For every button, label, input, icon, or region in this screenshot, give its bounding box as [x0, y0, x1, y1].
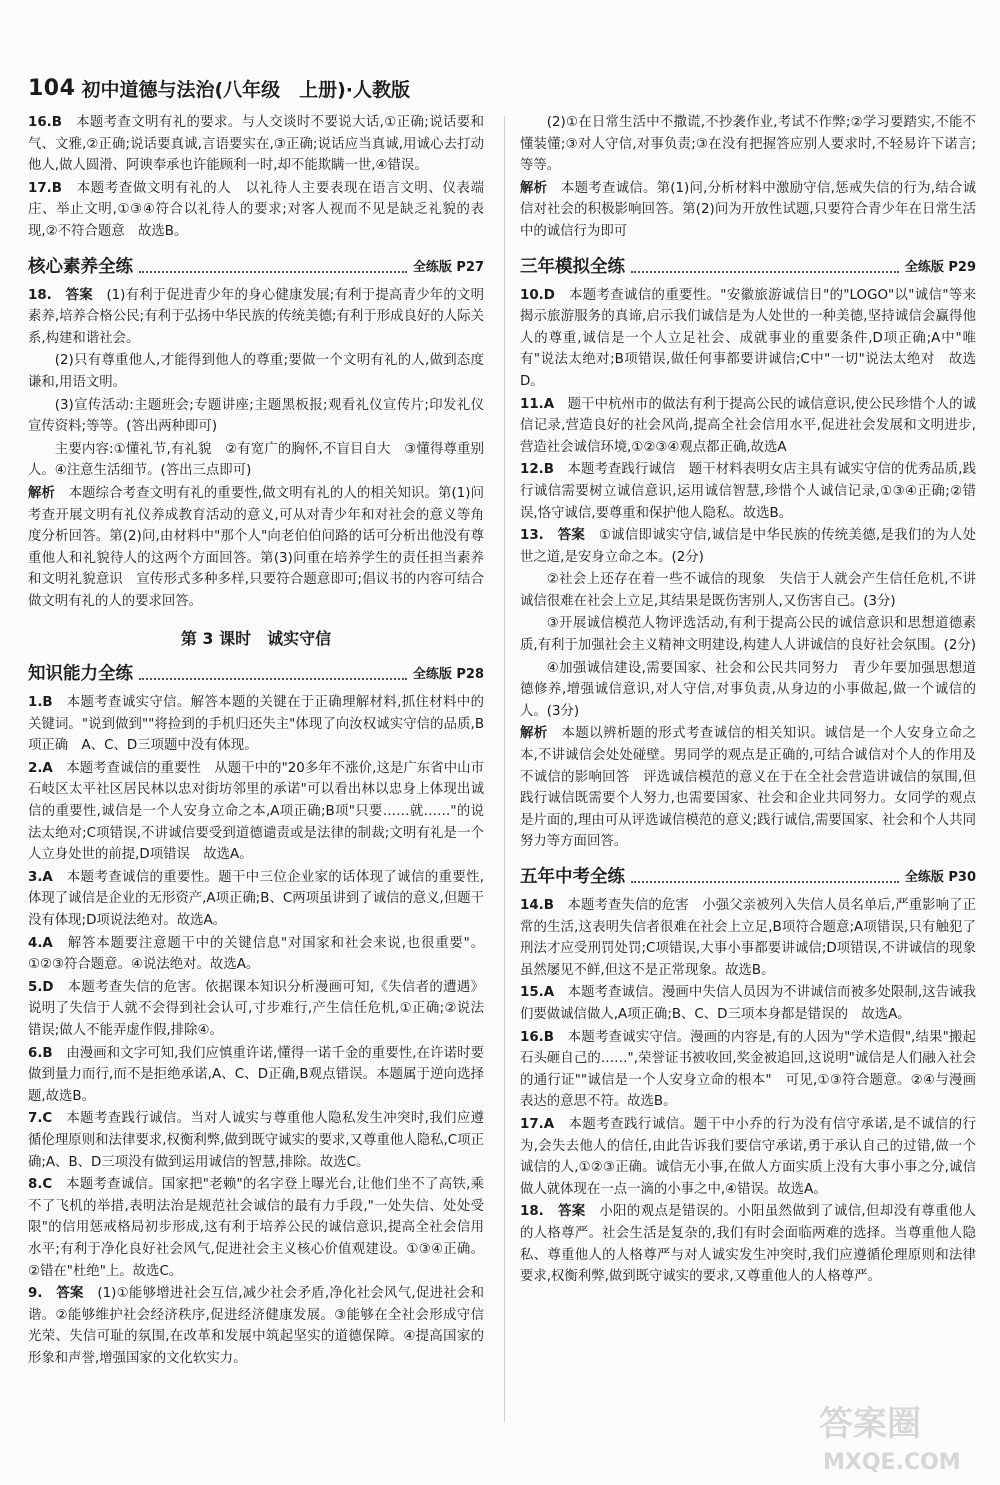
answer-text: 由漫画和文字可知,我们应慎重许诺,懂得一诺千金的重要性,在许诺时要做到量力而行,而不是拒绝承诺,A、C、D正确,B观点错误。本题属于逆向选择题,故选B。	[28, 1045, 484, 1104]
answer-tag: 答案	[65, 287, 93, 303]
page-header	[28, 70, 976, 106]
answer-text: 解答本题要注意题干中的关键信息"对国家和社会来说,也很重要"。①②③符合题意。④说法绝对。故选A。	[28, 935, 485, 973]
book-title: 初中道德与法治(八年级 上册)·人教版	[81, 78, 411, 101]
section-header	[28, 660, 484, 686]
question-number: 18.	[28, 287, 52, 303]
watermark-logo	[815, 1395, 985, 1475]
answer-item	[28, 977, 484, 1042]
answer-tag: 解析	[520, 726, 548, 742]
watermark-url-text: MXQE.COM	[823, 1450, 961, 1475]
answer-tag: 答案	[557, 1204, 586, 1220]
answer-item	[520, 394, 976, 459]
section-title: 三年模拟全练	[520, 256, 625, 277]
answer-tag: 解析	[28, 485, 56, 501]
answer-text: (1)有利于促进青少年的身心健康发展;有利于提高青少年的文明素养,培养合格公民;有利于弘扬中华民族的传统美德;有利于形成良好的人际关系,构建和谐社会。	[28, 287, 485, 346]
answer-item	[28, 1283, 484, 1369]
answer-text: 本题考查践行诚信。题干中小乔的行为没有信守承诺,是不诚信的行为,会失去他人的信任,由此告诉我们要信守承诺,勇于承认自己的过错,做一个诚信的人,①②③正确。诚信无小事,在做人方面实质上没有大事小事之分,诚信做人就体现在一点一滴的小事之中,④错误。故选A。	[520, 1116, 976, 1197]
answer-tag: 解析	[520, 180, 548, 196]
question-number: 4.A	[28, 935, 53, 951]
answer-text: 本题考查文明有礼的要求。与人交谈时不要说大话,①正确;说话要和气、文雅,②正确;说话要真诚,言语要实在,③正确;说话应当真诚,用诚心去打动他人,做人圆滑、阿谀奉承也许能顾利一时,却不能欺瞒一世,④错误。	[28, 115, 484, 174]
answer-text: 本题考查诚实守信。解答本题的关键在于正确理解材料,抓住材料中的关键词。"说到做到""将捡到的手机归还失主"体现了向汝权诚实守信的品质,B项正确 A、C、D三项题中没有体现。	[28, 695, 484, 754]
question-number: 16.B	[28, 115, 62, 130]
answer-text: 本题以辨析题的形式考查诚信的相关知识。诚信是一个人安身立命之本,不讲诚信会处处碰壁。男同学的观点是正确的,可结合诚信对个人的作用及不诚信的影响回答 评选诚信模范的意义在于在全社会营造讲诚信的氛围,但践行诚信既需要个人努力,也需要国家、社会和企业共同努力。女同学的观点是片面的,理由可从评选诚信模范的意义;践行诚信,需要国家、社会和个人共同努力等方面回答。	[520, 726, 977, 850]
answer-item	[28, 285, 484, 350]
question-number: 16.B	[520, 1029, 554, 1045]
answer-item	[28, 933, 484, 976]
answer-text: ④加强诚信建设,需要国家、社会和公民共同努力 青少年要加强思想道德修养,增强诚信意识,对人守信,对事负责,从身边的小事做起,做一个诚信的人。(3分)	[520, 660, 976, 719]
answer-item	[28, 1174, 484, 1282]
answer-continuation	[520, 613, 976, 656]
answer-item	[28, 112, 484, 177]
section-page-ref: 全练版 P27	[412, 259, 484, 275]
answer-text: 本题考查诚信。第(1)问,分析材料中激励守信,惩戒失信的行为,结合诚信对社会的积极影响回答。第(2)问为开放性试题,只要符合青少年在日常生活中的诚信行为即可	[520, 180, 977, 239]
answer-continuation	[520, 569, 976, 612]
answer-text: 本题考查诚信的重要性。题干中三位企业家的话体现了诚信的重要性,体现了诚信是企业的无形资产,A项正确;B、C两项虽讲到了诚信的意义,但题干没有体现;D项说法绝对。故选A。	[28, 869, 485, 928]
answer-item	[28, 692, 484, 757]
watermark-main-text: 答案圈	[819, 1404, 921, 1444]
answer-item	[520, 982, 976, 1025]
right-column	[520, 112, 976, 1289]
answer-item	[28, 758, 484, 866]
answer-item	[520, 723, 976, 853]
answer-item	[520, 1027, 976, 1113]
answer-text: ③开展诚信模范人物评选活动,有利于提高公民的诚信意识和思想道德素质,有利于加强社会主义精神文明建设,构建人人讲诚信的良好社会氛围。(2分)	[520, 616, 976, 654]
section-leader-dots	[631, 881, 899, 883]
answer-continuation	[520, 112, 976, 177]
answer-tag: 答案	[557, 528, 586, 544]
question-number: 2.A	[28, 760, 53, 776]
section-leader-dots	[139, 678, 407, 680]
answer-text: 本题考查诚信。漫画中失信人员因为不讲诚信而被多处限制,这告诫我们要做诚信做人,A项正确;B、C、D三项本身都是错误的 故选A。	[520, 985, 977, 1022]
lesson-title: 第 3 课时 诚实守信	[180, 629, 332, 649]
question-number: 5.D	[28, 979, 54, 995]
answer-text: (3)宣传活动:主题班会;专题讲座;主题黑板报;观看礼仪宣传片;印发礼仪宣传资料;等等。(答出两种即可)	[28, 397, 484, 435]
answer-continuation	[520, 658, 976, 723]
answer-text: ①诚信即诚实守信,诚信是中华民族的传统美德,是我们的为人处世之道,是安身立命之本。(2分)	[520, 528, 977, 565]
answer-continuation	[28, 350, 484, 393]
section-page-ref: 全练版 P29	[904, 259, 976, 275]
question-number: 3.A	[28, 869, 53, 885]
question-number: 18.	[520, 1204, 544, 1220]
answer-text: (2)①在日常生活中不撒谎,不抄袭作业,考试不作弊;②学习要踏实,不能不懂装懂;③对人守信,对事负责;③在没有把握答应别人要求时,不轻易许下诺言;等等。	[520, 115, 976, 174]
answer-text: 主要内容:①懂礼节,有礼貌 ②有宽广的胸怀,不盲目自大 ③懂得尊重别人。④注意生活细节。(答出三点即可)	[28, 441, 484, 479]
answer-text: ②社会上还存在着一些不诚信的现象 失信于人就会产生信任危机,不讲诚信很难在社会上立足,其结果是既伤害别人,又伤害自己。(3分)	[520, 572, 976, 609]
answer-text: 本题考查失信的危害 小强父亲被列入失信人员名单后,严重影响了正常的生活,这表明失信者很难在社会上立足,B项符合题意;A项错误,只有触犯了刑法才应受刑罚处罚;C项错误,大事小事都要讲诚信;D项错误,不讲诚信的现象虽然屡见不鲜,但这不是正常现象。故选B。	[520, 898, 976, 978]
answer-item	[28, 1043, 484, 1108]
answer-continuation	[28, 439, 484, 482]
section-header	[520, 253, 976, 279]
answer-item	[28, 178, 484, 243]
answer-text: (1)①能够增进社会互信,减少社会矛盾,净化社会风气,促进社会和谐。②能够维护社会经济秩序,促进经济健康发展。③能够在全社会形成守信光荣、失信可耻的氛围,在改革和发展中筑起坚实的道德保障。④提高国家的形象和声誉,增强国家的文化软实力。	[28, 1286, 484, 1366]
section-header	[28, 253, 484, 279]
question-number: 17.B	[28, 180, 62, 196]
answer-continuation	[28, 395, 484, 438]
answer-item	[28, 483, 484, 613]
question-number: 8.C	[28, 1177, 53, 1193]
answer-text: 本题考查诚信。国家把"老赖"的名字登上曝光台,让他们坐不了高铁,乘不了飞机的举措,表明法治是规范社会诚信的最有力手段,"一处失信、处处受限"的信用惩戒格局初步形成,这有利于培养公民的诚信意识,提高全社会信用水平;有利于净化良好社会风气,促进社会主义核心价值观建设。①③④正确。②错在"杜绝"上。故选C。	[28, 1177, 484, 1279]
answer-text: 本题考查做文明有礼的人 以礼待人主要表现在语言文明、仪表端庄、举止文明,①③④符合以礼待人的要求;对客人视而不见是缺乏礼貌的表现,②不符合题意 故选B。	[28, 180, 485, 239]
answer-item	[520, 459, 976, 524]
answer-text: (2)只有尊重他人,才能得到他人的尊重;要做一个文明有礼的人,做到态度谦和,用语文明。	[28, 353, 484, 390]
question-number: 11.A	[520, 396, 555, 412]
section-leader-dots	[139, 271, 407, 273]
question-number: 12.B	[520, 462, 554, 478]
answer-item	[520, 178, 976, 243]
question-number: 17.A	[520, 1116, 555, 1132]
section-title: 核心素养全练	[28, 256, 133, 277]
page-number: 104	[28, 75, 76, 101]
answer-text: 本题考查诚信的重要性 从题干中的"20多年不涨价,这是广东省中山市石岐区太平社区居民林以忠对街坊邻里的承诺"可以看出林以忠身上体现出诚信的重要性,诚信是一个人安身立命之本,A项正确;B项"只要……就……"的说法太绝对;C项错误,不讲诚信要受到道德谴责或是法律的制裁;文明有礼是一个人立身处世的前提,D项错误 故选A。	[28, 760, 485, 863]
answer-item	[520, 895, 976, 981]
answer-text: 本题考查失信的危害。依据课本知识分析漫画可知,《失信者的遭遇》说明了失信于人就不会得到社会认可,寸步难行,产生信任危机,①正确;②说法错误;做人不能弄虚作假,排除④。	[28, 979, 484, 1038]
answer-item	[520, 285, 976, 393]
answer-text: 本题考查诚信的重要性。"安徽旅游诚信日"的"LOGO"以"诚信"等来揭示旅游服务的真谛,启示我们诚信是为人处世的一种美德,坚持诚信会赢得他人的尊重,诚信是一个人立足社会、成就事业的重要条件,D项正确;A中"唯有"说法太绝对;B项错误,做任何事都要讲诚信;C中"一切"说法太绝对 故选D。	[520, 287, 976, 389]
section-header	[520, 863, 976, 889]
answer-text: 题干中杭州市的做法有利于提高公民的诚信意识,使公民珍惜个人的诚信记录,营造良好的社会风尚,提高全社会信用水平,促进社会发展和文明进步,营造社会诚信环境,①②③④观点都正确,故选A	[520, 396, 977, 455]
answer-item	[28, 1108, 484, 1173]
left-column	[28, 112, 484, 1370]
answer-text: 本题考查践行诚信 题干材料表明女店主具有诚实守信的优秀品质,践行诚信需要树立诚信意识,运用诚信智慧,珍惜个人诚信记录,①③④正确;②错误,恪守诚信,要尊重和保护他人隐私。故选B。	[520, 462, 976, 521]
column-divider	[504, 116, 505, 1422]
answer-item	[520, 1114, 976, 1200]
answer-text: 小阳的观点是错误的。小阳虽然做到了诚信,但却没有尊重他人的人格尊严。社会生活是复杂的,我们有时会面临两难的选择。当尊重他人隐私、尊重他人的人格尊严与对人诚实发生冲突时,我们应遵循伦理原则和法律要求,权衡利弊,做到既守诚实的要求,又尊重他人的人格尊严。	[520, 1204, 977, 1285]
question-number: 1.B	[28, 695, 53, 711]
question-number: 14.B	[520, 898, 554, 913]
answer-text: 本题考查践行诚信。当对人诚实与尊重他人隐私发生冲突时,我们应遵循伦理原则和法律要求,权衡利弊,做到既守诚实的要求,又尊重他人隐私,C项正确;A、B、D三项没有做到运用诚信的智慧,排除。故选C。	[28, 1111, 484, 1170]
section-title: 知识能力全练	[28, 664, 133, 685]
section-leader-dots	[631, 271, 899, 273]
question-number: 6.B	[28, 1045, 53, 1061]
question-number: 10.D	[520, 287, 555, 303]
answer-text: 本题综合考查文明有礼的重要性,做文明有礼的人的相关知识。第(1)问考查开展文明有礼仪养成教育活动的意义,可从对青少年和对社会的意义等角度分析回答。第(2)问,由材料中"那个人"向老伯伯问路的话可分析出他没有尊重他人和礼貌待人的这两个方面回答。第(3)问重在培养学生的责任担当素养和文明礼貌意识 宣传形式多种多样,只要符合题意即可;倡议书的内容可结合做文明有礼的人的要求回答。	[28, 485, 485, 609]
answer-tag: 答案	[56, 1286, 84, 1302]
answer-item	[520, 1201, 976, 1287]
answer-item	[28, 867, 484, 932]
question-number: 13.	[520, 528, 544, 544]
question-number: 7.C	[28, 1111, 53, 1127]
question-number: 9.	[28, 1286, 43, 1302]
section-page-ref: 全练版 P28	[412, 667, 484, 683]
answer-item	[520, 525, 976, 568]
section-page-ref: 全练版 P30	[904, 870, 976, 886]
answer-text: 本题考查诚实守信。漫画的内容是,有的人因为"学术造假",结果"搬起石头砸自己的……",荣誉证书被收回,奖金被追回,这说明"诚信是人们融入社会的通行证""诚信是一个人安身立命的根本" 可见,①③符合题意。②④与漫画表达的意思不符。故选B。	[520, 1029, 977, 1110]
question-number: 15.A	[520, 985, 555, 1001]
section-title: 五年中考全练	[520, 867, 625, 888]
